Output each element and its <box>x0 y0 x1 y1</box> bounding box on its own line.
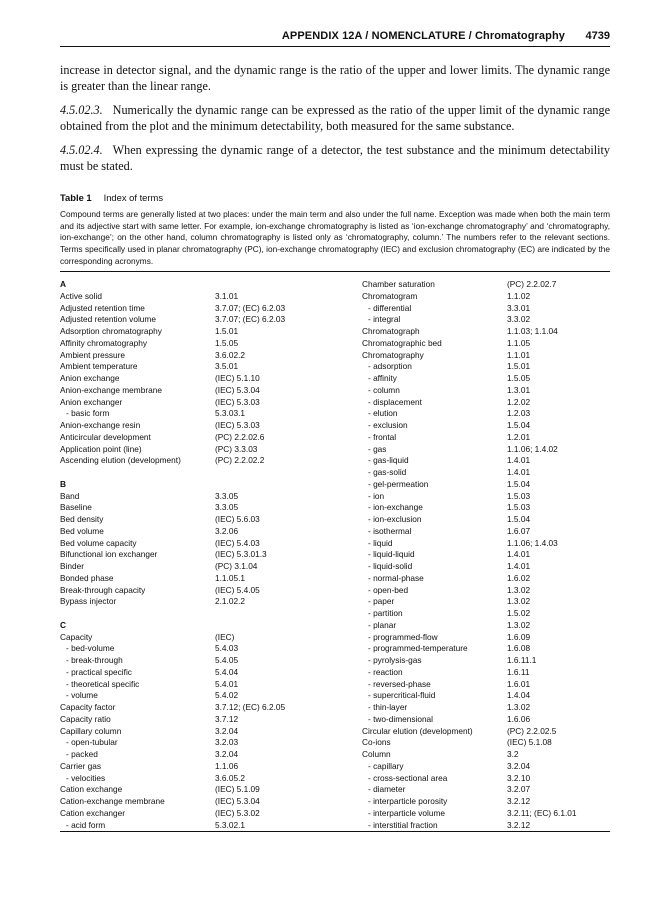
index-reference: (PC) 2.2.02.5 <box>507 725 557 736</box>
index-term: Active solid <box>60 290 102 301</box>
index-entry <box>60 491 360 503</box>
index-reference: 1.5.02 <box>507 608 531 618</box>
index-entry <box>362 796 610 808</box>
paragraph-continuation: increase in detector signal, and the dynamic range is the ratio of the upper and lower limits. The dynamic range is greater than the linear range. <box>60 63 610 93</box>
index-reference: 3.7.07; (EC) 6.2.03 <box>215 302 286 313</box>
index-reference: 3.7.07; (EC) 6.2.03 <box>215 314 286 325</box>
index-entry <box>60 338 360 350</box>
index-term: C <box>60 619 66 630</box>
index-term: - liquid-liquid <box>368 549 415 560</box>
index-entry <box>362 714 610 726</box>
index-entry <box>362 279 610 291</box>
index-term: - liquid-solid <box>368 561 413 571</box>
index-entry <box>362 585 610 597</box>
index-entry <box>362 361 610 373</box>
index-term: Application point (line) <box>60 443 142 454</box>
index-entry <box>362 608 610 620</box>
index-reference: (IEC) 5.4.03 <box>215 537 260 548</box>
index-term: Bed volume capacity <box>60 537 137 548</box>
index-term: Anion exchange <box>60 373 120 383</box>
index-reference: 1.5.01 <box>507 361 531 372</box>
index-entry <box>362 643 610 655</box>
index-term: - velocities <box>66 772 106 783</box>
index-reference: 1.5.03 <box>507 502 531 513</box>
index-entry <box>60 643 360 655</box>
index-term: - break-through <box>66 655 123 665</box>
index-entry <box>60 796 360 808</box>
index-entry <box>362 726 610 738</box>
index-entry <box>60 784 360 796</box>
index-term: - two-dimensional <box>368 713 434 724</box>
index-entry <box>60 561 360 573</box>
index-term: - isothermal <box>368 525 412 536</box>
index-reference: 2.1.02.2 <box>215 596 245 607</box>
index-term: - interparticle volume <box>368 807 446 818</box>
index-entry <box>362 632 610 644</box>
index-entry <box>60 655 360 667</box>
index-entry <box>60 632 360 644</box>
index-entry <box>362 655 610 667</box>
index-entry <box>60 549 360 561</box>
index-term: - interparticle porosity <box>368 796 448 806</box>
index-entry <box>60 455 360 467</box>
index-reference: 3.1.01 <box>215 290 239 301</box>
index-entry <box>362 326 610 338</box>
index-term: - programmed-flow <box>368 631 438 642</box>
index-term: - displacement <box>368 396 422 407</box>
index-reference: (PC) 3.3.03 <box>215 443 258 454</box>
index-entry <box>362 773 610 785</box>
index-reference: 1.4.01 <box>507 455 531 466</box>
index-term: - supercritical-fluid <box>368 690 436 701</box>
index-reference: 1.1.03; 1.1.04 <box>507 326 558 336</box>
index-entry <box>60 373 360 385</box>
index-reference: 3.2.06 <box>215 525 239 536</box>
index-entry <box>362 408 610 420</box>
index-reference: (IEC) 5.1.09 <box>215 784 260 795</box>
index-term: Capillary column <box>60 725 122 736</box>
index-term: Break-through capacity <box>60 584 146 595</box>
index-term: Cation exchanger <box>60 807 126 818</box>
index-entry <box>60 291 360 303</box>
index-entry <box>60 432 360 444</box>
index-entry <box>362 314 610 326</box>
index-term: - ion-exclusion <box>368 514 422 524</box>
index-reference: (IEC) 5.3.01.3 <box>215 549 267 560</box>
index-term: Ambient pressure <box>60 349 126 360</box>
index-entry <box>60 585 360 597</box>
index-reference: 3.2.10 <box>507 772 531 783</box>
page-number: 4739 <box>585 30 610 42</box>
index-term: Chamber saturation <box>362 279 435 289</box>
index-entry <box>362 820 610 832</box>
index-term: Adjusted retention volume <box>60 314 156 325</box>
index-reference: 1.2.02 <box>507 396 531 407</box>
index-term: - pyrolysis-gas <box>368 655 422 665</box>
index-term: - liquid <box>368 537 393 548</box>
index-entry <box>362 303 610 315</box>
index-reference: 1.6.06 <box>507 713 531 724</box>
index-term: - partition <box>368 608 403 618</box>
index-term: - paper <box>368 596 395 607</box>
index-entry <box>60 679 360 691</box>
index-reference: 3.3.02 <box>507 314 531 325</box>
index-term: Ambient temperature <box>60 361 138 372</box>
index-reference: 1.6.08 <box>507 643 531 654</box>
index-term: Ascending elution (development) <box>60 455 181 466</box>
running-header <box>60 30 610 44</box>
index-term: - theoretical specific <box>66 678 140 689</box>
index-reference: (IEC) 5.1.10 <box>215 373 260 383</box>
index-reference: 3.3.01 <box>507 302 531 313</box>
index-term: Affinity chromatography <box>60 337 148 348</box>
index-reference: 3.2.12 <box>507 819 531 830</box>
index-reference: 1.1.02 <box>507 290 531 301</box>
index-term: - exclusion <box>368 420 408 430</box>
index-reference: 1.5.01 <box>215 326 239 336</box>
index-term: - reaction <box>368 666 403 677</box>
index-entry <box>362 561 610 573</box>
index-entry <box>362 737 610 749</box>
index-term: Anion exchanger <box>60 396 123 407</box>
index-term: - packed <box>66 749 98 759</box>
index-section-letter <box>60 479 360 491</box>
index-reference: 1.1.06 <box>215 760 239 771</box>
paragraph-number: 4.5.02.3. <box>60 103 103 117</box>
index-entry <box>60 773 360 785</box>
index-entry <box>60 326 360 338</box>
index-term: - column <box>368 384 400 395</box>
index-term: - acid form <box>66 819 106 830</box>
index-reference: (IEC) 5.3.04 <box>215 384 260 395</box>
index-entry <box>362 808 610 820</box>
index-term: Baseline <box>60 502 92 513</box>
index-reference: 1.6.02 <box>507 572 531 583</box>
index-reference: 3.7.12 <box>215 713 239 724</box>
index-reference: 1.3.02 <box>507 619 531 630</box>
index-section-letter <box>60 620 360 632</box>
index-reference: 3.6.05.2 <box>215 772 245 783</box>
index-term: Chromatograph <box>362 326 420 336</box>
index-entry <box>362 479 610 491</box>
index-term: Capacity factor <box>60 702 116 712</box>
index-entry <box>362 573 610 585</box>
index-entry <box>60 526 360 538</box>
index-term: Binder <box>60 561 84 571</box>
index-entry <box>362 502 610 514</box>
index-entry <box>362 538 610 550</box>
index-entry <box>362 385 610 397</box>
index-reference: 1.6.09 <box>507 631 531 642</box>
index-reference: 3.2.12 <box>507 796 531 806</box>
index-term: Bonded phase <box>60 572 114 583</box>
index-reference: 1.5.04 <box>507 514 531 524</box>
index-column-left <box>60 279 360 831</box>
index-reference: (IEC) 5.6.03 <box>215 514 260 524</box>
index-reference: 1.6.11.1 <box>507 655 537 665</box>
index-term: - elution <box>368 408 398 419</box>
index-entry <box>60 690 360 702</box>
index-entry <box>362 702 610 714</box>
index-reference: 5.4.05 <box>215 655 239 665</box>
index-column-right <box>362 279 610 831</box>
index-term: Capacity <box>60 631 93 642</box>
index-term: A <box>60 279 66 289</box>
index-term: - planar <box>368 619 397 630</box>
index-reference: 1.1.06; 1.4.03 <box>507 537 558 548</box>
index-entry <box>362 420 610 432</box>
index-entry <box>60 538 360 550</box>
index-entry <box>362 338 610 350</box>
index-term: - thin-layer <box>368 702 408 712</box>
index-entry <box>60 397 360 409</box>
index-term: Cation-exchange membrane <box>60 796 165 806</box>
index-reference: (IEC) 5.3.03 <box>215 420 260 430</box>
index-entry <box>362 444 610 456</box>
index-entry <box>362 514 610 526</box>
index-entry <box>60 420 360 432</box>
index-term: - interstitial fraction <box>368 819 438 830</box>
index-entry <box>362 784 610 796</box>
index-term: Chromatography <box>362 349 424 360</box>
index-entry <box>60 385 360 397</box>
index-entry <box>60 502 360 514</box>
index-entry <box>60 408 360 420</box>
index-term: - basic form <box>66 408 110 419</box>
index-reference: 3.3.05 <box>215 502 239 513</box>
index-reference: 3.2.04 <box>215 749 239 759</box>
index-entry <box>362 291 610 303</box>
index-reference: 3.6.02.2 <box>215 349 245 360</box>
index-reference: 3.2 <box>507 749 519 759</box>
index-reference: (PC) 2.2.02.6 <box>215 431 265 442</box>
index-entry <box>362 749 610 761</box>
index-reference: (IEC) 5.1.08 <box>507 737 552 748</box>
paragraph-number: 4.5.02.4. <box>60 143 103 157</box>
index-term: - adsorption <box>368 361 412 372</box>
index-entry <box>60 444 360 456</box>
index-entry <box>362 432 610 444</box>
index-reference: 1.5.03 <box>507 490 531 501</box>
index-term: - ion <box>368 490 385 501</box>
index-reference: 3.2.04 <box>215 725 239 736</box>
index-reference: (IEC) <box>215 631 235 642</box>
index-term: Cation exchange <box>60 784 123 795</box>
index-reference: 1.2.01 <box>507 431 531 442</box>
index-entry <box>60 514 360 526</box>
header-rule <box>60 46 610 47</box>
index-reference: 1.4.01 <box>507 467 531 477</box>
index-reference: 3.2.04 <box>507 760 531 771</box>
index-reference: 3.2.03 <box>215 737 239 748</box>
index-term: Chromatogram <box>362 290 418 301</box>
body-text <box>60 63 610 183</box>
index-term: - frontal <box>368 431 397 442</box>
index-entry <box>362 526 610 538</box>
index-reference: 5.3.02.1 <box>215 819 245 830</box>
index-term: - bed-volume <box>66 643 115 654</box>
index-entry <box>362 679 610 691</box>
index-term: - open-bed <box>368 584 409 595</box>
index-term: Bed volume <box>60 525 104 536</box>
index-term: - affinity <box>368 373 397 383</box>
index-term: - practical specific <box>66 666 132 677</box>
running-title: APPENDIX 12A / NOMENCLATURE / Chromatography <box>281 30 565 42</box>
index-term: - gas <box>368 443 387 454</box>
table-label: Table 1 <box>60 192 92 203</box>
index-term: Co-ions <box>362 737 391 748</box>
index-entry <box>362 350 610 362</box>
index-reference: 1.5.04 <box>507 478 531 489</box>
index-entry <box>60 361 360 373</box>
index-reference: 1.3.02 <box>507 702 531 712</box>
paragraph-4-5-02-3: 4.5.02.3. Numerically the dynamic range can be expressed as the ratio of the upper limit of the dynamic range obtained from the plot and the minimum detectability, both measured for the same substance. <box>60 103 610 133</box>
index-term: Capacity ratio <box>60 713 111 724</box>
index-term: B <box>60 478 66 489</box>
index-spacer <box>60 608 360 620</box>
index-term: - differential <box>368 302 412 313</box>
index-reference: 5.3.03.1 <box>215 408 245 419</box>
index-entry <box>362 549 610 561</box>
index-reference: 1.6.11 <box>507 666 530 677</box>
index-reference: 1.3.02 <box>507 596 531 607</box>
index-reference: 1.6.01 <box>507 678 531 689</box>
index-reference: 1.6.07 <box>507 525 531 536</box>
index-reference: 3.7.12; (EC) 6.2.05 <box>215 702 286 712</box>
index-reference: 3.2.07 <box>507 784 531 795</box>
index-reference: 5.4.02 <box>215 690 239 701</box>
index-term: - open-tubular <box>66 737 118 748</box>
index-reference: 3.3.05 <box>215 490 239 501</box>
index-reference: (IEC) 5.4.05 <box>215 584 260 595</box>
index-term: Anion-exchange membrane <box>60 384 162 395</box>
index-reference: (PC) 2.2.02.7 <box>507 279 557 289</box>
index-term: Adjusted retention time <box>60 302 145 313</box>
index-reference: 1.5.05 <box>507 373 531 383</box>
index-reference: 3.5.01 <box>215 361 239 372</box>
index-reference: 5.4.01 <box>215 678 239 689</box>
index-reference: 1.4.04 <box>507 690 531 701</box>
index-entry <box>60 761 360 773</box>
index-term: Adsorption chromatography <box>60 326 162 336</box>
index-reference: 1.4.01 <box>507 549 531 560</box>
index-entry <box>60 737 360 749</box>
index-entry <box>362 761 610 773</box>
index-entry <box>60 596 360 608</box>
index-reference: (IEC) 5.3.02 <box>215 807 260 818</box>
index-term: - integral <box>368 314 401 325</box>
index-entry <box>362 491 610 503</box>
index-reference: 1.2.03 <box>507 408 531 419</box>
index-entry <box>60 702 360 714</box>
index-term: Carrier gas <box>60 760 102 771</box>
table-caption <box>60 192 163 203</box>
index-reference: 1.1.05.1 <box>215 572 245 583</box>
index-entry <box>60 573 360 585</box>
index-reference: 1.4.01 <box>507 561 531 571</box>
index-entry <box>60 314 360 326</box>
index-reference: 1.1.06; 1.4.02 <box>507 443 558 454</box>
index-entry <box>362 455 610 467</box>
index-entry <box>60 749 360 761</box>
index-term: - capillary <box>368 760 404 771</box>
index-term: Anticircular development <box>60 431 151 442</box>
index-term: - normal-phase <box>368 572 424 583</box>
index-term: Anion-exchange resin <box>60 420 141 430</box>
index-reference: 1.1.01 <box>507 349 531 360</box>
paragraph-4-5-02-4: 4.5.02.4. When expressing the dynamic range of a detector, the test substance and the minimum detectability must be stated. <box>60 143 610 173</box>
index-term: Circular elution (development) <box>362 725 473 736</box>
index-term: - programmed-temperature <box>368 643 468 654</box>
index-entry <box>60 350 360 362</box>
index-term: Bypass injector <box>60 596 117 607</box>
index-reference: 1.3.02 <box>507 584 531 595</box>
table-description: Compound terms are generally listed at two places: under the main term and also under the full name. Exception was made when both the main term and its adjective start with same letter. For example, ion-exchange chromatography is listed as ‘ion-exchange chromatography’ and ‘chromatography, ion-exchange’; on the other hand, column chromatography is listed only as ‘chromatography, column.’ The numbers refer to the relevant sections. Terms specifically used in planar chromatography (PC), ion-exchange chromatography (IEC) and exclusion chromatography (EC) are indicated by the corresponding acronyms. <box>60 209 610 266</box>
index-reference: (IEC) 5.3.03 <box>215 396 260 407</box>
index-spacer <box>60 467 360 479</box>
index-entry <box>362 620 610 632</box>
table-top-rule <box>60 271 610 272</box>
index-entry <box>60 667 360 679</box>
index-entry <box>362 690 610 702</box>
index-reference: 1.5.04 <box>507 420 531 430</box>
table-title: Index of terms <box>103 192 164 203</box>
index-term: Column <box>362 749 391 759</box>
index-term: Band <box>60 490 80 501</box>
index-entry <box>60 820 360 832</box>
index-term: Bed density <box>60 514 104 524</box>
index-term: - reversed-phase <box>368 678 431 689</box>
index-reference: (PC) 3.1.04 <box>215 561 258 571</box>
index-entry <box>60 726 360 738</box>
index-term: - gas-liquid <box>368 455 409 466</box>
index-entry <box>362 373 610 385</box>
index-term: - gas-solid <box>368 467 407 477</box>
index-reference: (PC) 2.2.02.2 <box>215 455 265 466</box>
index-reference: 3.2.11; (EC) 6.1.01 <box>507 807 577 818</box>
index-entry <box>60 808 360 820</box>
index-term: - gel-permeation <box>368 478 429 489</box>
index-entry <box>60 714 360 726</box>
index-term: Chromatographic bed <box>362 337 442 348</box>
index-reference: 1.1.05 <box>507 337 531 348</box>
index-entry <box>362 667 610 679</box>
index-reference: 1.5.05 <box>215 337 239 348</box>
index-section-letter <box>60 279 360 291</box>
index-entry <box>362 467 610 479</box>
index-entry <box>362 397 610 409</box>
index-term: - diameter <box>368 784 406 795</box>
index-term: - ion-exchange <box>368 502 423 513</box>
index-term: - volume <box>66 690 98 701</box>
index-reference: 5.4.04 <box>215 666 239 677</box>
index-term: - cross-sectional area <box>368 772 448 783</box>
index-entry <box>60 303 360 315</box>
index-reference: 5.4.03 <box>215 643 239 654</box>
index-entry <box>362 596 610 608</box>
index-reference: 1.3.01 <box>507 384 531 395</box>
index-reference: (IEC) 5.3.04 <box>215 796 260 806</box>
table-bottom-rule <box>60 831 610 832</box>
index-term: Bifunctional ion exchanger <box>60 549 158 560</box>
